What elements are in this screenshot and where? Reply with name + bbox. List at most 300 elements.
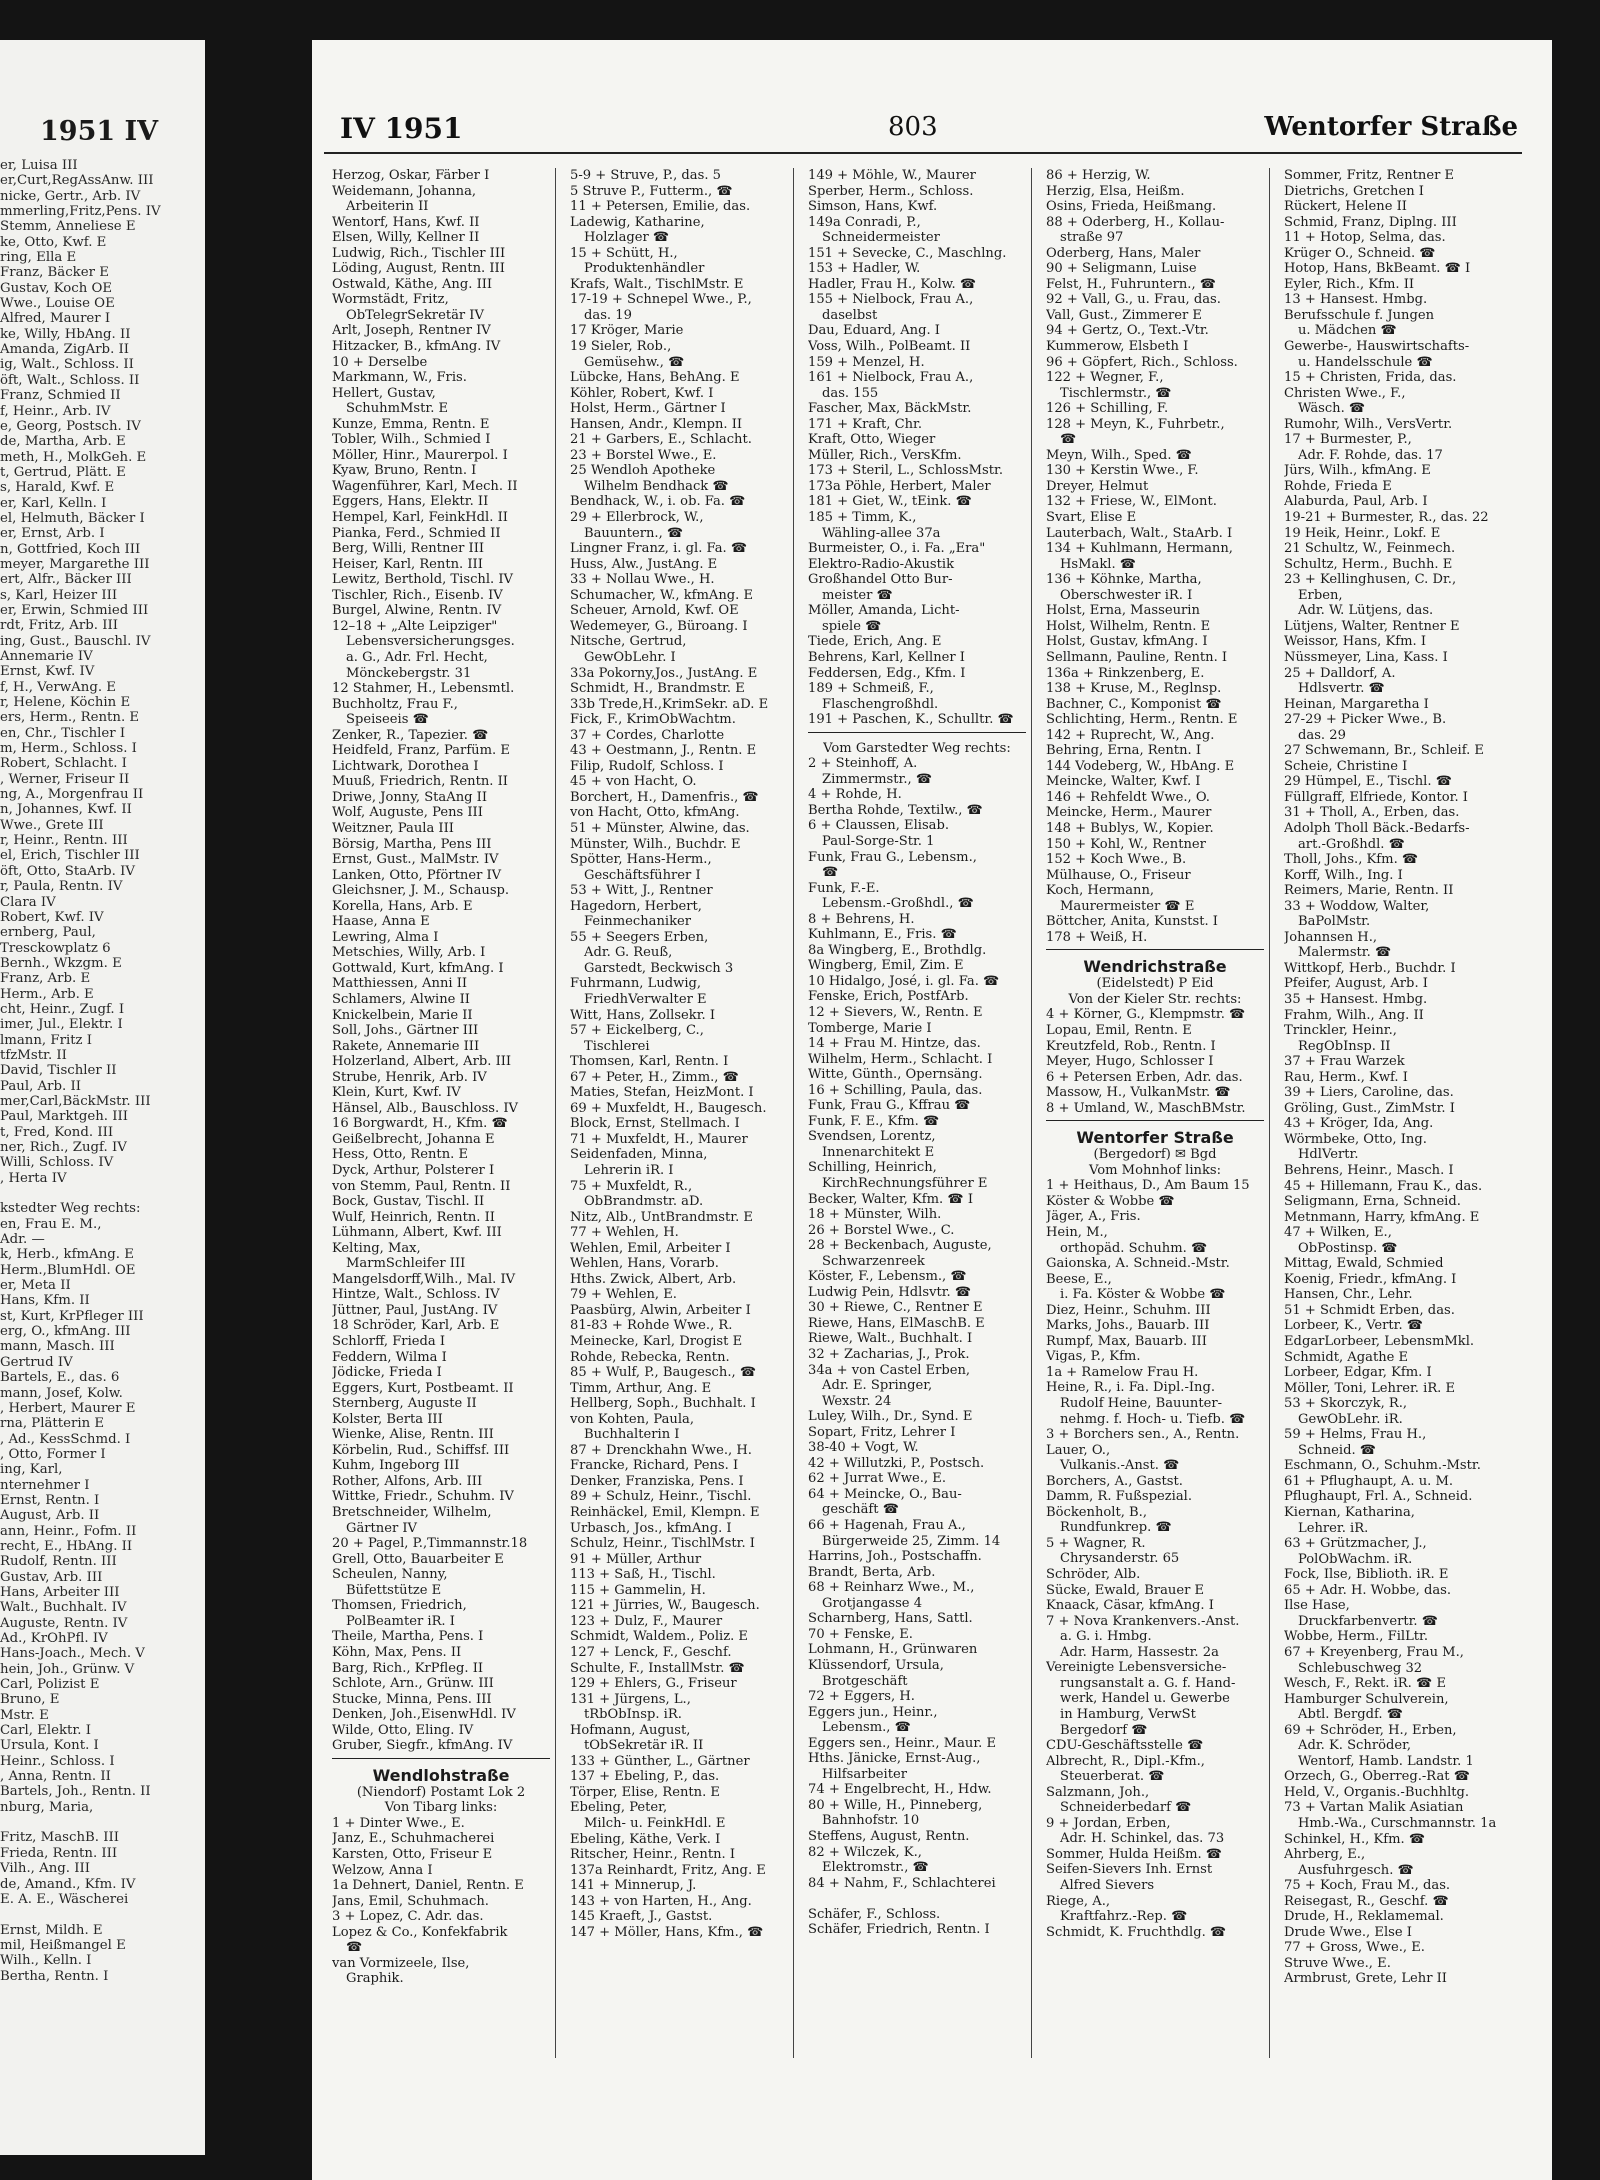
directory-entry: Sellmann, Pauline, Rentn. I <box>1046 649 1228 665</box>
directory-entry: Möller, Amanda, Licht- <box>808 603 960 619</box>
left-entry-line: Carl, Polizist E <box>0 1677 100 1693</box>
directory-entry: 55 + Seegers Erben, <box>570 929 709 945</box>
directory-entry: 20 + Pagel, P.,Timmannstr.18 <box>332 1536 528 1552</box>
directory-entry: Harrins, Joh., Postschaffn. <box>808 1549 982 1565</box>
directory-entry: 21 Schultz, W., Feinmech. <box>1284 541 1456 557</box>
directory-entry: Eggers jun., Heinr., <box>808 1704 938 1720</box>
left-entry-line: en, Chr., Tischler I <box>0 725 126 741</box>
directory-entry: Chrysanderstr. 65 <box>1060 1551 1180 1567</box>
directory-entry: Löding, August, Rentn. III <box>332 261 505 277</box>
directory-entry: Kraft, Otto, Wieger <box>808 432 936 448</box>
directory-entry: Krüger O., Schneid. ☎ <box>1284 245 1436 261</box>
directory-entry: Heine, R., i. Fa. Dipl.-Ing. <box>1046 1380 1216 1396</box>
left-entry-line: ring, Ella E <box>0 250 77 266</box>
directory-entry: 130 + Kerstin Wwe., F. <box>1046 463 1199 479</box>
directory-entry: 39 + Liers, Caroline, das. <box>1284 1085 1454 1101</box>
directory-entry: Fick, F., KrimObWachtm. <box>570 712 736 728</box>
left-entry-line: Hans-Joach., Mech. V <box>0 1646 145 1662</box>
section-divider <box>332 1758 550 1763</box>
directory-entry: Strube, Henrik, Arb. IV <box>332 1069 487 1085</box>
left-page-header: 1951 IV <box>40 116 159 147</box>
left-entry-line: mann, Masch. III <box>0 1339 115 1355</box>
directory-entry: Knaack, Cäsar, kfmAng. I <box>1046 1598 1214 1614</box>
directory-entry: Drude Wwe., Else I <box>1284 1924 1412 1940</box>
page-header <box>328 112 1536 152</box>
directory-entry: 10 + Derselbe <box>332 354 428 370</box>
directory-column-3 <box>808 168 1026 1938</box>
left-entry-line: cht, Heinr., Zugf. I <box>0 1001 125 1017</box>
directory-entry: Wesch, F., Rekt. iR. ☎ E <box>1284 1676 1447 1692</box>
directory-entry: 77 + Wehlen, H. <box>570 1225 679 1241</box>
directory-entry: Schlote, Arn., Grünw. III <box>332 1676 494 1692</box>
directory-entry: 88 + Oderberg, H., Kollau- <box>1046 214 1225 230</box>
left-entry-line <box>0 1186 205 1201</box>
directory-entry: Köster & Wobbe ☎ <box>1046 1193 1175 1209</box>
left-entry-line: hein, Joh., Grünw. V <box>0 1661 135 1677</box>
left-entry-line: Ernst, Kwf. IV <box>0 664 95 680</box>
left-entry-line: Mstr. E <box>0 1707 49 1723</box>
directory-entry: Svendsen, Lorentz, <box>808 1129 936 1145</box>
directory-entry: Mittag, Ewald, Schmied <box>1284 1256 1444 1272</box>
directory-entry: 75 + Koch, Frau M., das. <box>1284 1878 1451 1894</box>
directory-entry: 29 Hümpel, E., Tischl. ☎ <box>1284 774 1453 790</box>
directory-entry: Salzmann, Joh., <box>1046 1784 1150 1800</box>
directory-entry: Büfettstütze E <box>346 1582 442 1598</box>
directory-entry: Simson, Hans, Kwf. <box>808 199 938 215</box>
directory-entry: Meincke, Herm., Maurer <box>1046 805 1212 821</box>
directory-entry: Jödicke, Frieda I <box>332 1365 442 1381</box>
left-entry-line: Bertha, Rentn. I <box>0 1968 109 1984</box>
directory-entry: 5-9 + Struve, P., das. 5 <box>570 168 721 183</box>
directory-entry: Seifen-Sievers Inh. Ernst <box>1046 1862 1213 1878</box>
left-entry-line: Vilh., Ang. III <box>0 1861 91 1877</box>
directory-entry: 35 + Hansest. Hmbg. <box>1284 991 1428 1007</box>
directory-entry: Feddern, Wilma I <box>332 1349 447 1365</box>
directory-entry: 134 + Kuhlmann, Hermann, <box>1046 541 1233 557</box>
directory-entry: 72 + Eggers, H. <box>808 1689 915 1705</box>
directory-entry: Held, V., Organis.-Buchhltg. <box>1284 1784 1470 1800</box>
directory-entry: CDU-Geschäftsstelle ☎ <box>1046 1738 1204 1754</box>
directory-entry: Hempel, Karl, FeinkHdl. II <box>332 510 508 526</box>
directory-entry: Diez, Heinr., Schuhm. III <box>1046 1302 1211 1318</box>
directory-entry: Hdlsvertr. ☎ <box>1298 681 1385 697</box>
left-entry-line: Gustav, Arb. III <box>0 1569 103 1585</box>
directory-entry: 137 + Ebeling, P., das. <box>570 1769 720 1785</box>
directory-entry: 136a + Rinkzenberg, E. <box>1046 665 1205 681</box>
directory-entry: Bachner, C., Komponist ☎ <box>1046 696 1222 712</box>
directory-entry: Rohde, Frieda E <box>1284 478 1392 494</box>
directory-entry: Fock, Ilse, Biblioth. iR. E <box>1284 1567 1449 1583</box>
directory-entry: 96 + Göpfert, Rich., Schloss. <box>1046 354 1238 370</box>
left-entry-line: tfzMstr. II <box>0 1047 67 1063</box>
directory-entry: ObBrandmstr. aD. <box>584 1194 704 1210</box>
left-entry-line: Wwe., Louise OE <box>0 296 115 312</box>
directory-entry: 127 + Lenck, F., Geschf. <box>570 1644 732 1660</box>
directory-entry: Hintze, Walt., Schloss. IV <box>332 1287 500 1303</box>
directory-entry: 75 + Muxfeldt, R., <box>570 1178 693 1194</box>
left-entry-line: el, Erich, Tischler III <box>0 848 140 864</box>
directory-entry: Wedemeyer, G., Büroang. I <box>570 618 748 634</box>
directory-entry: MarmSchleifer III <box>346 1256 466 1272</box>
left-entry-line: kstedter Weg rechts: <box>0 1201 141 1217</box>
directory-entry: HsMakl. ☎ <box>1060 556 1137 572</box>
left-entry-line: nternehmer I <box>0 1477 90 1493</box>
directory-entry: Schmid, Franz, Diplng. III <box>1284 214 1457 230</box>
directory-entry: Lohmann, H., Grünwaren <box>808 1642 978 1658</box>
directory-entry: 18 + Münster, Wilh. <box>808 1207 942 1223</box>
directory-entry: 153 + Hadler, W. <box>808 261 921 277</box>
directory-entry: 121 + Jürries, W., Baugesch. <box>570 1598 760 1614</box>
directory-entry: Kyaw, Bruno, Rentn. I <box>332 463 477 479</box>
directory-entry: ☎ <box>822 865 839 881</box>
directory-entry: Witt, Hans, Zollsekr. I <box>570 1007 716 1023</box>
directory-entry: Denken, Joh.,EisenwHdl. IV <box>332 1707 516 1723</box>
directory-entry: Fuhrmann, Ludwig, <box>570 976 702 992</box>
directory-entry: Wilde, Otto, Eling. IV <box>332 1722 474 1738</box>
directory-entry: Kolster, Berta III <box>332 1411 443 1427</box>
directory-entry: Filip, Rudolf, Schloss. I <box>570 758 724 774</box>
left-entry-line: , Otto, Former I <box>0 1446 106 1462</box>
directory-entry: Knickelbein, Marie II <box>332 1007 473 1023</box>
directory-entry: Erben, <box>1298 587 1343 603</box>
directory-entry: 136 + Köhnke, Martha, <box>1046 572 1202 588</box>
directory-entry: Eyler, Rich., Kfm. II <box>1284 276 1415 292</box>
directory-entry: das. 155 <box>822 385 879 401</box>
directory-entry: 12 + Sievers, W., Rentn. E <box>808 1004 983 1020</box>
directory-entry: 16 Borgwardt, H., Kfm. ☎ <box>332 1116 508 1132</box>
directory-entry: Schmidt, Agathe E <box>1284 1349 1409 1365</box>
directory-entry: Hitzacker, B., kfmAng. IV <box>332 339 501 355</box>
directory-entry: Barg, Rich., KrPfleg. II <box>332 1660 484 1676</box>
directory-entry: Böckenholt, B., <box>1046 1504 1147 1520</box>
directory-entry: Schröder, Alb. <box>1046 1567 1141 1583</box>
directory-entry: ☎ <box>346 1940 363 1956</box>
directory-entry: Milch- u. FeinkHdl. E <box>584 1815 726 1831</box>
directory-entry: Sternberg, Auguste II <box>332 1396 477 1412</box>
directory-entry: nehmg. f. Hoch- u. Tiefb. ☎ <box>1060 1411 1246 1427</box>
directory-entry: Spötter, Hans-Herm., <box>570 852 712 868</box>
left-entry-line: Heinr., Schloss. I <box>0 1753 115 1769</box>
directory-entry: 25 + Dalldorf, A. <box>1284 665 1396 681</box>
directory-entry: 63 + Grützmacher, J., <box>1284 1536 1427 1552</box>
directory-entry: Trinckler, Heinr., <box>1284 1023 1397 1039</box>
directory-entry: 113 + Saß, H., Tischl. <box>570 1567 716 1583</box>
directory-entry: Heidfeld, Franz, Parfüm. E <box>332 743 510 759</box>
directory-entry: Sommer, Fritz, Rentner E <box>1284 168 1455 183</box>
directory-entry: Beese, E., <box>1046 1271 1112 1287</box>
directory-entry: Zenker, R., Tapezier. ☎ <box>332 727 489 743</box>
directory-entry: 33 + Nollau Wwe., H. <box>570 572 715 588</box>
directory-entry: Alfred Sievers <box>1060 1877 1155 1893</box>
directory-entry: Eggers, Hans, Elektr. II <box>332 494 489 510</box>
directory-entry: Tischlerei <box>584 1038 650 1054</box>
directory-entry: 23 + Kellinghusen, C. Dr., <box>1284 572 1457 588</box>
directory-entry: Rother, Alfons, Arb. III <box>332 1473 483 1489</box>
directory-entry: 19-21 + Burmester, R., das. 22 <box>1284 510 1489 526</box>
directory-entry: in Hamburg, VerwSt <box>1060 1706 1196 1722</box>
directory-entry: 14 + Frau M. Hintze, das. <box>808 1036 981 1052</box>
directory-entry: Steffens, August, Rentn. <box>808 1828 970 1844</box>
left-entry-line: imer, Jul., Elektr. I <box>0 1017 123 1033</box>
left-entry-line: t, Fred, Kond. III <box>0 1124 114 1140</box>
left-entry-line: Rudolf, Rentn. III <box>0 1554 117 1570</box>
directory-entry: 25 Wendloh Apotheke <box>570 463 716 479</box>
directory-entry: Adr. G. Reuß, <box>584 945 673 961</box>
directory-entry: Ausfuhrgesch. ☎ <box>1298 1862 1414 1878</box>
directory-entry: Bretschneider, Wilhelm, <box>332 1505 492 1521</box>
directory-entry: Möller, Toni, Lehrer. iR. E <box>1284 1380 1456 1396</box>
left-entry-line: Bruno, E <box>0 1692 60 1708</box>
street-heading: Wentorfer Straße <box>1264 112 1518 142</box>
directory-entry: Holst, Erna, Masseurin <box>1046 603 1200 619</box>
directory-entry: 69 + Muxfeldt, H., Baugesch. <box>570 1100 767 1116</box>
directory-entry: Körbelin, Rud., Schiffsf. III <box>332 1442 510 1458</box>
directory-entry: Nitsche, Gertrud, <box>570 634 687 650</box>
directory-column-2 <box>570 168 788 1940</box>
directory-entry: Schumacher, W., kfmAng. E <box>570 587 754 603</box>
left-entry-line: ke, Otto, Kwf. E <box>0 234 107 250</box>
directory-entry: 37 + Frau Warzek <box>1284 1054 1405 1070</box>
left-entry-line: r, Paula, Rentn. IV <box>0 879 123 895</box>
left-entry-line: Ad., KrOhPfl. IV <box>0 1631 108 1646</box>
directory-entry: van Vormizeele, Ilse, <box>332 1955 470 1971</box>
directory-entry: PolObWachm. iR. <box>1298 1551 1413 1567</box>
directory-entry: 8 + Umland, W., MaschBMstr. <box>1046 1100 1246 1116</box>
left-entry-line: t, Gertrud, Plätt. E <box>0 464 126 480</box>
directory-entry: Dau, Eduard, Ang. I <box>808 323 940 339</box>
directory-entry: Hansen, Chr., Lehr. <box>1284 1287 1413 1303</box>
directory-entry: Borchers, A., Gastst. <box>1046 1473 1183 1489</box>
directory-entry: 6 + Petersen Erben, Adr. das. <box>1046 1069 1243 1085</box>
left-entry-line: Gustav, Koch OE <box>0 280 113 296</box>
left-entry-line <box>0 1907 205 1922</box>
directory-entry: 70 + Fenske, E. <box>808 1626 913 1642</box>
directory-entry: Hadler, Frau H., Kolw. ☎ <box>808 276 977 292</box>
directory-entry: Schmidt, K. Fruchthdlg. ☎ <box>1046 1924 1227 1940</box>
directory-entry: 15 + Christen, Frida, das. <box>1284 370 1457 386</box>
directory-entry: GewObLehr. iR. <box>1298 1411 1403 1427</box>
directory-entry: 149a Conradi, P., <box>808 214 921 230</box>
directory-entry: 115 + Gammelin, H. <box>570 1582 706 1598</box>
directory-entry: 189 + Schmeiß, F., <box>808 681 934 697</box>
directory-entry: Köhler, Robert, Kwf. I <box>570 385 714 401</box>
left-entry-line: Annemarie IV <box>0 649 93 664</box>
directory-entry: Behrens, Heinr., Masch. I <box>1284 1163 1454 1178</box>
directory-entry: 34a + von Castel Erben, <box>808 1362 971 1378</box>
directory-entry: Metnmann, Harry, kfmAng. E <box>1284 1209 1480 1225</box>
directory-entry: 47 + Wilken, E., <box>1284 1225 1392 1241</box>
directory-entry: Lorbeer, Edgar, Kfm. I <box>1284 1365 1432 1381</box>
directory-entry: 29 + Ellerbrock, W., <box>570 510 704 526</box>
directory-entry: 30 + Riewe, C., Rentner E <box>808 1300 983 1316</box>
directory-entry: 145 Kraeft, J., Gastst. <box>570 1909 713 1925</box>
directory-entry: Adr. Harm, Hassestr. 2a <box>1060 1644 1219 1660</box>
directory-entry: Schäfer, Friedrich, Rentn. I <box>808 1922 990 1938</box>
directory-entry: Ritscher, Heinr., Rentn. I <box>570 1847 736 1863</box>
directory-entry: Kuhlmann, E., Fris. ☎ <box>808 927 957 943</box>
right-page <box>312 40 1552 2180</box>
directory-entry: Kuhm, Ingeborg III <box>332 1458 460 1474</box>
directory-entry: 33b Trede,H.,KrimSekr. aD. E <box>570 696 769 712</box>
directory-entry: 141 + Minnerup, J. <box>570 1878 697 1894</box>
directory-entry: Meyn, Wilh., Sped. ☎ <box>1046 447 1192 463</box>
directory-entry: Dyck, Arthur, Polsterer I <box>332 1163 495 1178</box>
directory-entry: Luley, Wilh., Dr., Synd. E <box>808 1409 973 1425</box>
directory-entry: rungsanstalt a. G. f. Hand- <box>1060 1675 1236 1691</box>
directory-entry: Damm, R. Fußspezial. <box>1046 1489 1193 1505</box>
directory-entry: 51 + Schmidt Erben, das. <box>1284 1302 1455 1318</box>
directory-entry: Münster, Wilh., Buchdr. E <box>570 836 741 852</box>
directory-entry: Ostwald, Käthe, Ang. III <box>332 276 493 292</box>
left-entry-line: Frieda, Rentn. III <box>0 1845 118 1861</box>
directory-entry: Kiernan, Katharina, <box>1284 1505 1415 1521</box>
directory-entry: Timm, Arthur, Ang. E <box>570 1380 712 1396</box>
left-entry-line: er, Erwin, Schmied III <box>0 602 149 618</box>
left-entry-line: Herm.,BlumHdl. OE <box>0 1262 136 1278</box>
directory-entry: Tomberge, Marie I <box>808 1020 932 1036</box>
directory-entry: Oberschwester iR. I <box>1060 587 1193 603</box>
directory-entry: Adr. H. Schinkel, das. 73 <box>1060 1831 1225 1847</box>
directory-entry: Burmeister, O., i. Fa. „Era" <box>808 541 986 557</box>
directory-entry: Wexstr. 24 <box>822 1393 892 1409</box>
directory-entry: Berg, Willi, Rentner III <box>332 541 485 557</box>
left-entry-line: s, Harald, Kwf. E <box>0 480 115 496</box>
directory-entry: Tobler, Wilh., Schmied I <box>332 432 491 448</box>
directory-entry: Holst, Herm., Gärtner I <box>570 401 726 417</box>
directory-entry: Behrens, Karl, Kellner I <box>808 649 965 665</box>
directory-entry: Rückert, Helene II <box>1284 199 1407 215</box>
directory-entry: ☎ <box>1060 432 1077 448</box>
directory-entry: PolBeamter iR. I <box>346 1613 455 1629</box>
directory-entry: Schulz, Heinr., TischlMstr. I <box>570 1536 755 1552</box>
directory-entry: 15 + Schütt, H., <box>570 245 678 261</box>
left-page-lines <box>0 158 205 1984</box>
section-divider <box>1046 949 1264 954</box>
directory-entry: Riege, A., <box>1046 1893 1111 1909</box>
directory-entry: 151 + Sevecke, C., Maschlng. <box>808 245 1007 261</box>
directory-entry: 87 + Drenckhahn Wwe., H. <box>570 1442 752 1458</box>
directory-entry: tObSekretär iR. II <box>584 1738 704 1754</box>
directory-entry: 65 + Adr. H. Wobbe, das. <box>1284 1582 1452 1598</box>
directory-entry: Lehrerin iR. I <box>584 1163 674 1178</box>
directory-entry: Koenig, Friedr., kfmAng. I <box>1284 1271 1457 1287</box>
directory-entry: Korff, Wilh., Ing. I <box>1284 867 1403 883</box>
directory-entry: 53 + Witt, J., Rentner <box>570 883 713 899</box>
left-entry-line: , Herta IV <box>0 1170 67 1186</box>
directory-entry: Lebensversicherungsges. <box>346 634 515 650</box>
directory-entry: Hths. Zwick, Albert, Arb. <box>570 1271 737 1287</box>
directory-entry: Lorbeer, K., Vertr. ☎ <box>1284 1318 1424 1334</box>
directory-entry: Sücke, Ewald, Brauer E <box>1046 1582 1205 1598</box>
directory-entry: Scheuer, Arnold, Kwf. OE <box>570 603 739 619</box>
directory-entry: 178 + Weiß, H. <box>1046 929 1148 945</box>
directory-entry: Hofmann, August, <box>570 1722 691 1738</box>
directory-entry: Herzig, Elsa, Heißm. <box>1046 183 1185 199</box>
directory-entry: Kunze, Emma, Rentn. E <box>332 416 490 432</box>
directory-entry: Flaschengroßhdl. <box>822 696 939 712</box>
directory-entry: Orzech, G., Oberreg.-Rat ☎ <box>1284 1769 1471 1785</box>
directory-entry: Huss, Alw., JustAng. E <box>570 556 718 572</box>
directory-entry: 82 + Wilczek, K., <box>808 1844 922 1860</box>
directory-entry: Pflughaupt, Frl. A., Schneid. <box>1284 1489 1473 1505</box>
directory-entry: ObPostinsp. ☎ <box>1298 1240 1398 1256</box>
directory-entry: 38-40 + Vogt, W. <box>808 1440 919 1456</box>
left-entry-line: , Anna, Rentn. II <box>0 1769 111 1785</box>
directory-entry: Garstedt, Beckwisch 3 <box>584 960 734 976</box>
left-entry-line: en, Frau E. M., <box>0 1216 102 1232</box>
directory-entry: Wagenführer, Karl, Mech. II <box>332 478 518 494</box>
left-entry-line: ing, Karl, <box>0 1462 63 1478</box>
left-entry-line: David, Tischler II <box>0 1063 117 1079</box>
directory-entry: Becker, Walter, Kfm. ☎ I <box>808 1191 974 1207</box>
directory-entry: Bertha Rohde, Textilw., ☎ <box>808 802 983 818</box>
directory-entry: Holst, Gustav, kfmAng. I <box>1046 634 1208 650</box>
directory-entry: Rau, Herm., Kwf. I <box>1284 1069 1408 1085</box>
directory-entry: Wilhelm, Herm., Schlacht. I <box>808 1051 993 1067</box>
directory-entry: u. Mädchen ☎ <box>1298 323 1397 339</box>
left-entry-line: n, Gottfried, Koch III <box>0 541 141 557</box>
directory-entry: 10 Hidalgo, José, i. gl. Fa. ☎ <box>808 973 1000 989</box>
directory-entry: Rudolf Heine, Bauunter- <box>1060 1396 1223 1412</box>
directory-entry: 4 + Rohde, H. <box>808 787 902 803</box>
directory-entry: 155 + Nielbock, Frau A., <box>808 292 974 308</box>
directory-entry: Paul-Sorge-Str. 1 <box>822 833 935 849</box>
left-entry-line: meth, H., MolkGeh. E <box>0 449 147 465</box>
directory-entry: Nitz, Alb., UntBrandmstr. E <box>570 1209 753 1225</box>
directory-entry: Eggers, Kurt, Postbeamt. II <box>332 1380 514 1396</box>
directory-entry: 1a + Ramelow Frau H. <box>1046 1364 1199 1380</box>
directory-entry: Reinhäckel, Emil, Klempn. E <box>570 1505 760 1521</box>
directory-entry: Lopau, Emil, Rentn. E <box>1046 1022 1192 1038</box>
directory-entry: Kraftfahrz.-Rep. ☎ <box>1060 1909 1188 1925</box>
left-entry-line: Paul, Marktgeh. III <box>0 1109 129 1125</box>
directory-entry: Hilfsarbeiter <box>822 1766 908 1782</box>
directory-entry: Rumohr, Wilh., VersVertr. <box>1284 416 1453 432</box>
directory-entry: Lauer, O., <box>1046 1442 1111 1458</box>
directory-entry: Köster, F., Lebensm., ☎ <box>808 1269 967 1285</box>
directory-entry: Bergedorf ☎ <box>1060 1722 1148 1738</box>
directory-entry: Paasbürg, Alwin, Arbeiter I <box>570 1302 751 1318</box>
directory-entry: Funk, F.-E. <box>808 880 880 896</box>
directory-entry: Dreyer, Helmut <box>1046 478 1149 494</box>
left-entry-line: er, Luisa III <box>0 158 78 173</box>
directory-entry: Marks, Johs., Bauarb. III <box>1046 1318 1210 1334</box>
directory-entry: Wingberg, Emil, Zim. E <box>808 958 964 974</box>
directory-entry: 12 Stahmer, H., Lebensmtl. <box>332 681 515 697</box>
directory-entry: Holst, Wilhelm, Rentn. E <box>1046 618 1211 634</box>
left-entry-line: lmann, Fritz I <box>0 1032 93 1048</box>
directory-entry: 173 + Steril, L., SchlossMstr. <box>808 463 1004 479</box>
left-entry-line: Ernst, Mildh. E <box>0 1922 103 1938</box>
directory-entry: Lauterbach, Walt., StaArb. I <box>1046 525 1233 541</box>
directory-entry: Gemüsehw., ☎ <box>584 354 685 370</box>
directory-entry: 12–18 + „Alte Leipziger" <box>332 618 498 634</box>
directory-entry: Schäfer, F., Schloss. <box>808 1906 941 1922</box>
directory-entry: 143 + von Harten, H., Ang. <box>570 1893 752 1909</box>
directory-entry: 11 + Petersen, Emilie, das. <box>570 199 751 215</box>
left-entry-line: Bartels, Joh., Rentn. II <box>0 1784 151 1800</box>
directory-entry: Schlorff, Frieda I <box>332 1334 446 1350</box>
left-entry-line: nburg, Maria, <box>0 1799 94 1815</box>
directory-entry: Dietrichs, Gretchen I <box>1284 183 1424 199</box>
left-entry-line: ing, Gust., Bauschl. IV <box>0 633 151 649</box>
directory-entry: Lichtwark, Dorothea I <box>332 758 479 774</box>
directory-entry: 51 + Münster, Alwine, das. <box>570 820 750 836</box>
directory-entry: Riewe, Walt., Buchhalt. I <box>808 1331 973 1347</box>
directory-entry: Funk, Frau G., Kffrau ☎ <box>808 1098 971 1114</box>
directory-entry: Wilhelm Bendhack ☎ <box>584 478 729 494</box>
directory-entry: Hansen, Andr., Klempn. II <box>570 416 743 432</box>
